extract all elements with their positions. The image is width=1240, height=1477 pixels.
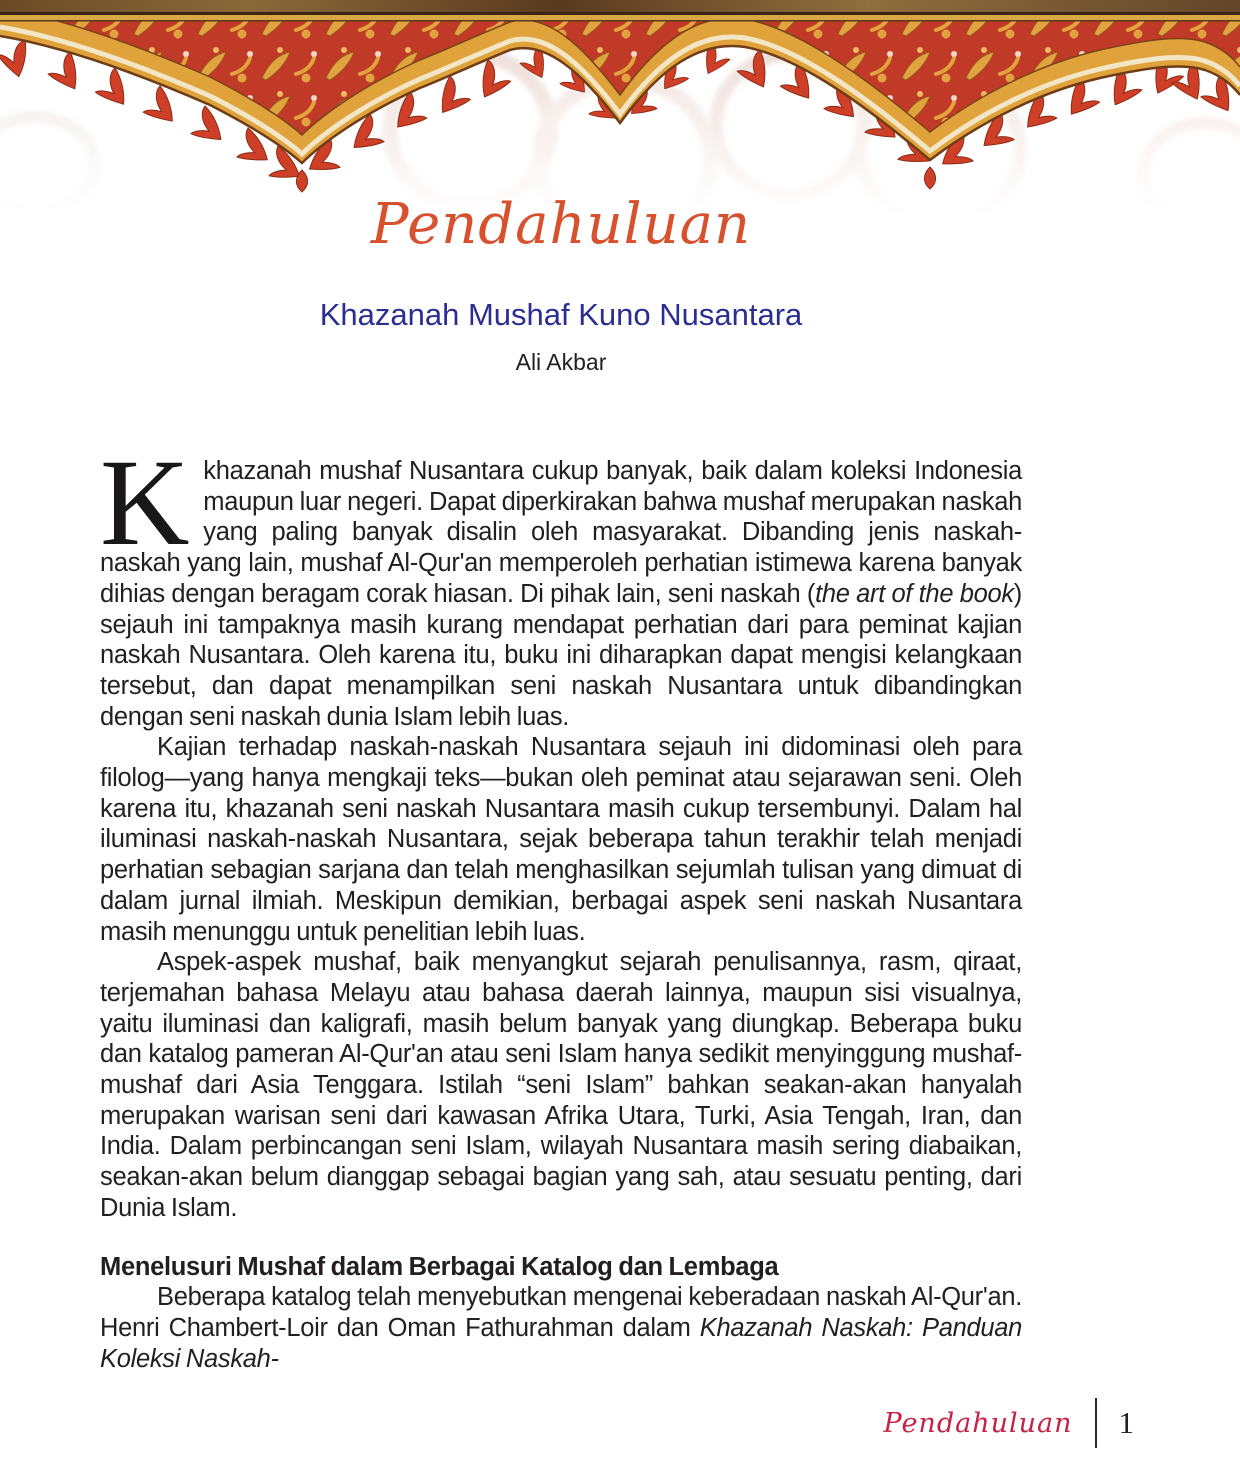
page-number: 1 <box>1118 1405 1134 1440</box>
section-heading: Menelusuri Mushaf dalam Berbagai Katalog dan Lembaga <box>100 1252 779 1281</box>
paragraph-1-text-end: ) sejauh ini tampaknya masih kurang mendapat perhatian dari para peminat kajian naskah Nusantara. Oleh karena itu, buku ini diharapkan dapat mengisi kelangkaan tersebut, dan dapat menampilkan seni naskah Nusantara untuk dibandingkan dengan seni naskah dunia Islam lebih luas. <box>100 579 1022 731</box>
page-footer <box>884 1398 1135 1448</box>
paragraph-4-text: Beberapa katalog telah menyebutkan mengenai keberadaan naskah Al-Qur'an. Henri Chambert-Loir dan Oman Fathurahman dalam <box>100 1283 1022 1342</box>
top-wood-bar <box>0 0 1240 12</box>
paragraph-4-italic: Khazanah Naskah: Panduan Koleksi Naskah- <box>100 1313 1022 1373</box>
author-name: Ali Akbar <box>515 349 607 375</box>
paragraph-4 <box>100 1282 1022 1374</box>
paragraph-3: Aspek-aspek mushaf, baik menyangkut sejarah penulisannya, rasm, qiraat, terjemahan bahasa Melayu atau bahasa daerah lainnya, maupun sisi visualnya, yaitu iluminasi dan kaligrafi, masih belum banyak yang diungkap. Beberapa buku dan katalog pameran Al-Qur'an atau seni Islam hanya sedikit menyinggung mushaf-mushaf dari Asia Tenggara. Istilah “seni Islam” bahkan seakan-akan hanyalah merupakan warisan seni dari kawasan Afrika Utara, Turki, Asia Tengah, Iran, dan India. Dalam perbincangan seni Islam, wilayah Nusantara masih sering diabaikan, seakan-akan belum dianggap sebagai bagian yang sah, atau sesuatu penting, dari Dunia Islam. <box>100 948 1022 1222</box>
dropcap-letter: K <box>100 434 190 571</box>
paragraph-1 <box>100 434 1022 732</box>
article-body <box>100 434 1022 1374</box>
paragraph-1-text: khazanah mushaf Nusantara cukup banyak, baik dalam koleksi Indonesia maupun luar negeri. Dapat diperkirakan bahwa mushaf merupakan naskah yang paling banyak disalin oleh masyarakat. Dibanding jenis naskah-naskah yang lain, mushaf Al-Qur'an memperoleh perhatian istimewa karena banyak dihias dengan beragam corak hiasan. Di pihak lain, seni naskah ( <box>100 457 1022 608</box>
chapter-script-title: Pendahuluan <box>370 192 752 257</box>
paragraph-2: Kajian terhadap naskah-naskah Nusantara sejauh ini didominasi oleh para filolog—yang hanya mengkaji teks—bukan oleh peminat atau sejarawan seni. Oleh karena itu, khazanah seni naskah Nusantara masih cukup tersembunyi. Dalam hal iluminasi naskah-naskah Nusantara, sejak beberapa tahun terakhir telah menjadi perhatian sebagian sarjana dan telah menghasilkan sejumlah tulisan yang dimuat di dalam jurnal ilmiah. Meskipun demikian, berbagai aspek seni naskah Nusantara masih menunggu untuk penelitian lebih luas. <box>100 733 1022 946</box>
footer-chapter-label: Pendahuluan <box>883 1407 1073 1439</box>
illuminated-header-ornament <box>0 0 1240 215</box>
paragraph-1-italic: the art of the book <box>815 579 1014 608</box>
footer-divider <box>1095 1398 1097 1448</box>
article-title: Khazanah Mushaf Kuno Nusantara <box>319 297 803 332</box>
